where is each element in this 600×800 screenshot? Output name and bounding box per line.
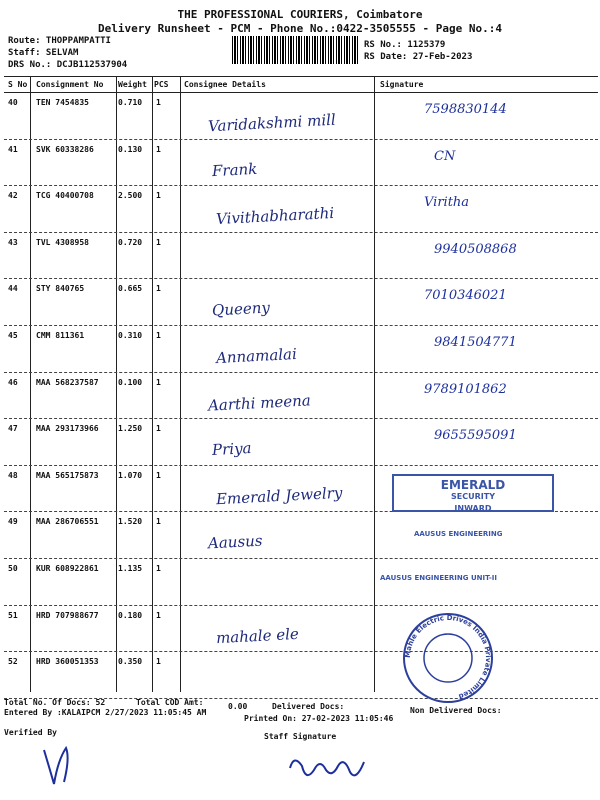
row-pcs: 1 bbox=[156, 191, 161, 201]
row-weight: 0.710 bbox=[118, 98, 143, 107]
row-consignment: MAA 565175873 bbox=[36, 470, 99, 480]
row-sno: 52 bbox=[8, 657, 18, 667]
row-sno: 46 bbox=[8, 377, 18, 387]
row-sno: 49 bbox=[8, 517, 18, 527]
row-consignment: MAA 286706551 bbox=[36, 517, 99, 527]
row-consignee-name: Aarthi meena bbox=[207, 390, 312, 415]
column-header-consignment: Consignment No bbox=[36, 80, 104, 89]
runsheet-table bbox=[4, 76, 598, 692]
row-pcs: 1 bbox=[156, 237, 161, 247]
row-divider bbox=[4, 605, 598, 606]
row-sno: 42 bbox=[8, 191, 18, 201]
emerald-stamp-line1: EMERALD bbox=[440, 478, 506, 492]
row-sno: 47 bbox=[8, 424, 18, 434]
row-weight: 0.310 bbox=[118, 331, 143, 340]
staff-signature-label: Staff Signature bbox=[264, 732, 337, 741]
row-signature: CN bbox=[434, 148, 456, 164]
total-docs: Total No. Of Docs: 52 bbox=[4, 698, 106, 707]
row-pcs: 1 bbox=[156, 657, 161, 667]
row-pcs: 1 bbox=[156, 564, 161, 573]
row-weight: 0.350 bbox=[118, 657, 143, 667]
row-weight: 1.070 bbox=[118, 470, 143, 480]
row-weight: 0.130 bbox=[118, 144, 143, 154]
row-pcs: 1 bbox=[156, 144, 161, 154]
row-sno: 51 bbox=[8, 610, 18, 620]
row-consignment: HRD 360051353 bbox=[36, 657, 99, 667]
row-consignee-name: Emerald Jewelry bbox=[215, 483, 343, 509]
delivered-docs: Delivered Docs: bbox=[272, 702, 345, 711]
row-consignee-name: Priya bbox=[211, 439, 252, 460]
row-sno: 41 bbox=[8, 144, 18, 154]
drs-label: DRS No.: DCJB112537904 bbox=[8, 60, 128, 70]
row-pcs: 1 bbox=[156, 284, 161, 294]
row-signature: 9940508868 bbox=[434, 241, 517, 257]
row-divider bbox=[4, 185, 598, 186]
mahale-round-stamp bbox=[400, 610, 496, 706]
row-sno: 50 bbox=[8, 564, 18, 573]
row-signature: 9841504771 bbox=[434, 335, 517, 350]
staff-signature bbox=[284, 748, 374, 788]
row-signature: Viritha bbox=[424, 195, 470, 211]
row-divider bbox=[4, 278, 598, 279]
row-consignment: MAA 293173966 bbox=[36, 424, 99, 434]
row-divider bbox=[4, 372, 598, 373]
row-weight: 0.665 bbox=[118, 284, 143, 294]
row-consignment: STY 840765 bbox=[36, 284, 85, 294]
row-signature: 7598830144 bbox=[424, 102, 507, 117]
row-consignee-name: Aausus bbox=[207, 531, 263, 553]
route-label: Route: THOPPAMPATTI bbox=[8, 36, 111, 46]
row-signature: 7010346021 bbox=[424, 288, 507, 304]
row-consignee-name: Queeny bbox=[211, 298, 271, 320]
total-cod-label: Total COD Amt: bbox=[136, 698, 204, 707]
verified-signature bbox=[36, 740, 86, 790]
row-consignment: CMM 811361 bbox=[36, 331, 85, 340]
row-divider bbox=[4, 139, 598, 140]
row-pcs: 1 bbox=[156, 98, 161, 107]
verified-by-label: Verified By bbox=[4, 728, 57, 737]
row-weight: 0.100 bbox=[118, 377, 143, 387]
column-header-sno: S No bbox=[8, 80, 28, 89]
staff-label: Staff: SELVAM bbox=[8, 48, 79, 58]
column-header-signature: Signature bbox=[380, 80, 424, 89]
runsheet-title: Delivery Runsheet - PCM - Phone No.:0422-3505555 - Page No.:4 bbox=[98, 22, 502, 35]
row-sno: 40 bbox=[8, 98, 18, 107]
column-header-consignee: Consignee Details bbox=[184, 80, 266, 89]
row-pcs: 1 bbox=[156, 470, 161, 480]
row-pcs: 1 bbox=[156, 331, 161, 340]
row-pcs: 1 bbox=[156, 424, 161, 434]
row-consignee-name: mahale ele bbox=[215, 624, 300, 647]
row-weight: 1.520 bbox=[118, 517, 143, 527]
row-weight: 1.250 bbox=[118, 424, 143, 434]
row-consignment: TEN 7454835 bbox=[36, 98, 89, 107]
row-divider bbox=[4, 325, 598, 326]
printed-on: Printed On: 27-02-2023 11:05:46 bbox=[244, 714, 394, 723]
row-weight: 1.135 bbox=[118, 564, 143, 573]
row-divider bbox=[4, 418, 598, 419]
row-consignment: KUR 608922861 bbox=[36, 564, 99, 573]
row-consignment: TVL 4308958 bbox=[36, 237, 89, 247]
barcode-image bbox=[232, 36, 358, 64]
row-signature: 9655595091 bbox=[434, 428, 517, 444]
row-divider bbox=[4, 651, 598, 652]
row-weight: 0.720 bbox=[118, 237, 143, 247]
column-header-pcs: PCS bbox=[154, 80, 169, 89]
row-sno: 43 bbox=[8, 237, 18, 247]
row-divider bbox=[4, 558, 598, 559]
row-sno: 44 bbox=[8, 284, 18, 294]
row-pcs: 1 bbox=[156, 610, 161, 620]
row-consignee-name: Frank bbox=[211, 159, 258, 180]
row-consignee-name: Vivithabharathi bbox=[215, 204, 335, 229]
row-pcs: 1 bbox=[156, 517, 161, 527]
row-divider bbox=[4, 232, 598, 233]
row-consignee-name: Varidakshmi mill bbox=[207, 110, 337, 136]
emerald-stamp-line3: INWARD bbox=[454, 504, 492, 513]
column-header-weight: Weight bbox=[118, 80, 147, 89]
row-sno: 48 bbox=[8, 470, 18, 480]
row-weight: 2.500 bbox=[118, 191, 143, 201]
emerald-stamp-line2: SECURITY bbox=[451, 492, 495, 501]
svg-text:Mahle Electric Drives India Pr: Mahle Electric Drives India Private Limited bbox=[403, 613, 493, 701]
entered-by: Entered By :KALAIPCM 2/27/2023 11:05:45 AM bbox=[4, 708, 207, 717]
row-sno: 45 bbox=[8, 331, 18, 340]
rs-number: RS No.: 1125379 bbox=[364, 40, 446, 50]
row-consignment: MAA 568237587 bbox=[36, 377, 99, 387]
row-consignee-name: Annamalai bbox=[215, 344, 298, 368]
row-weight: 0.180 bbox=[118, 610, 143, 620]
non-delivered-docs: Non Delivered Docs: bbox=[410, 706, 502, 715]
row-consignment: HRD 707988677 bbox=[36, 610, 99, 620]
total-cod-value: 0.00 bbox=[228, 702, 248, 711]
row-consignment: TCG 40400708 bbox=[36, 191, 94, 201]
company-title: THE PROFESSIONAL COURIERS, Coimbatore bbox=[177, 8, 423, 21]
emerald-stamp bbox=[392, 474, 554, 512]
row-pcs: 1 bbox=[156, 377, 161, 387]
aausus-stamp-bottom: AAUSUS ENGINEERING UNIT-II bbox=[380, 574, 497, 582]
row-divider bbox=[4, 465, 598, 466]
row-consignment: SVK 60338286 bbox=[36, 144, 94, 154]
row-signature: 9789101862 bbox=[424, 381, 507, 397]
rs-date: RS Date: 27-Feb-2023 bbox=[364, 52, 473, 62]
aausus-stamp-top: AAUSUS ENGINEERING bbox=[414, 530, 503, 538]
